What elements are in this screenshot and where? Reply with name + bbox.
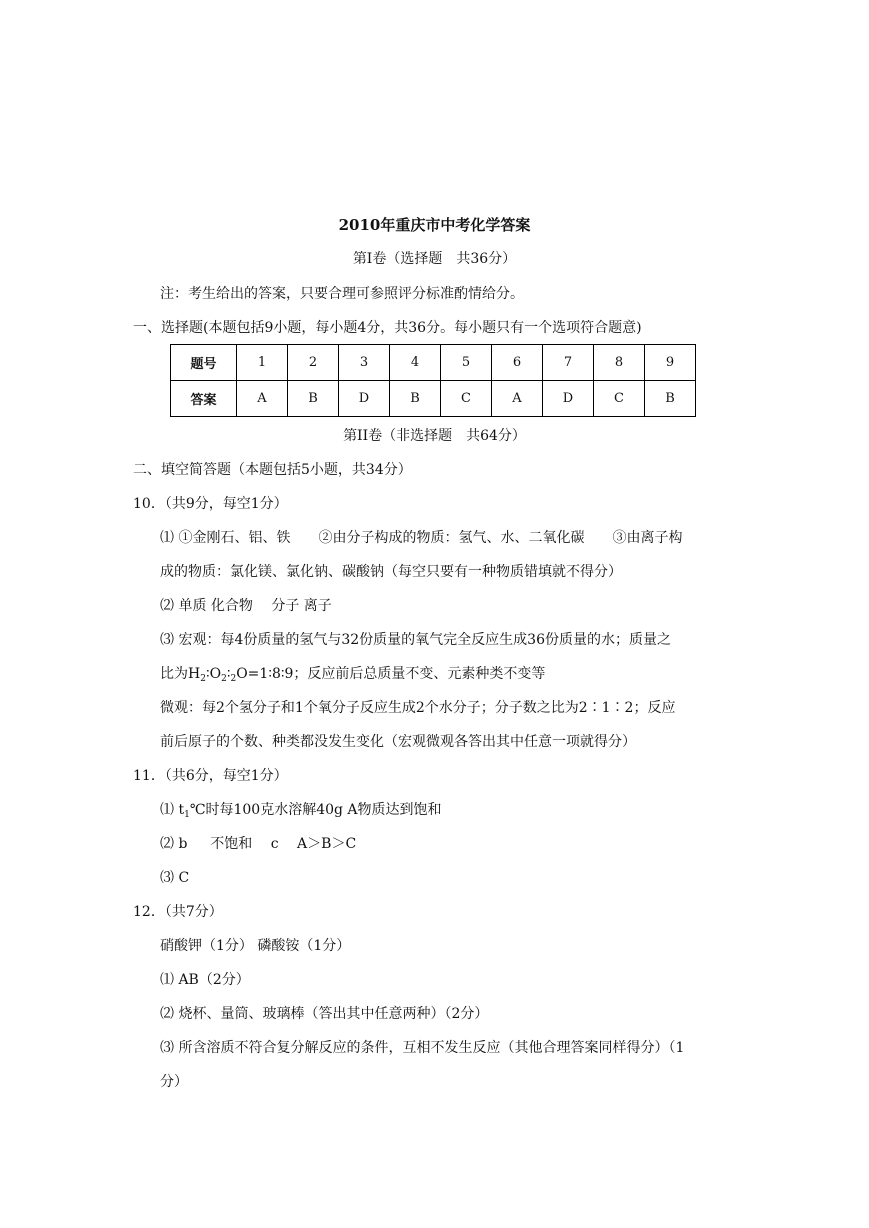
subscript: 2 (230, 674, 237, 684)
q12-header: 12．（共7分） (133, 904, 223, 920)
part2-heading: 第II卷（非选择题 共64分） (343, 428, 526, 444)
row-label-number: 题号 (171, 345, 237, 381)
question-number: 8 (594, 345, 645, 381)
answer-cell: A (237, 381, 288, 417)
question-number: 4 (390, 345, 441, 381)
answer-cell: C (594, 381, 645, 417)
q12-line: ⑶ 所含溶质不符合复分解反应的条件，互相不发生反应（其他合理答案同样得分）（1 (160, 1040, 685, 1056)
subscript: 2 (200, 674, 206, 684)
q12-line: ⑴ AB（2分） (160, 972, 250, 988)
section1-heading: 一、选择题(本题包括9小题，每小题4分，共36分。每小题只有一个选项符合题意) (133, 320, 642, 336)
text-span: ℃时每100克水溶解40g A物质达到饱和 (189, 802, 442, 818)
text-span: ⑴ t (160, 802, 185, 818)
q11-line (160, 801, 442, 824)
subscript: 2 (221, 674, 227, 684)
grading-note: 注：考生给出的答案，只要合理可参照评分标准酌情给分。 (160, 286, 524, 302)
text-span: 比为H (160, 666, 201, 682)
section2-heading: 二、填空简答题（本题包括5小题，共34分） (133, 462, 412, 478)
question-number: 7 (543, 345, 594, 381)
table-row-answers (171, 381, 696, 417)
q10-line: ⑵ 单质 化合物 分子 离子 (160, 598, 332, 614)
text-span: O=1∶8∶9；反应前后总质量不变、元素种类不变等 (236, 666, 546, 682)
row-label-answer: 答案 (171, 381, 237, 417)
question-number: 1 (237, 345, 288, 381)
answer-cell: A (492, 381, 543, 417)
question-number: 3 (339, 345, 390, 381)
q10-header: 10．（共9分，每空1分） (133, 496, 288, 512)
q10-line: 微观：每2个氢分子和1个氧分子反应生成2个水分子；分子数之比为2∶1∶2；反应 (160, 700, 676, 716)
table-row-numbers (171, 345, 696, 381)
q12-line: ⑵ 烧杯、量筒、玻璃棒（答出其中任意两种）（2分） (160, 1006, 489, 1022)
q10-line: ⑴ ①金刚石、铝、铁 ②由分子构成的物质：氢气、水、二氧化碳 ③由离子构 (160, 530, 683, 546)
q11-header: 11．（共6分，每空1分） (133, 768, 288, 784)
answer-table (170, 344, 696, 417)
q11-line: ⑵ b 不饱和 c A＞B＞C (160, 836, 357, 852)
q10-line: 前后原子的个数、种类都没发生变化（宏观微观各答出其中任意一项就得分） (160, 734, 636, 750)
answer-cell: B (288, 381, 339, 417)
question-number: 5 (441, 345, 492, 381)
text-span: ∶O (205, 666, 222, 682)
answer-cell: D (543, 381, 594, 417)
q10-line: 成的物质：氯化镁、氯化钠、碳酸钠（每空只要有一种物质错填就不得分） (160, 564, 622, 580)
page-title: 2010年重庆市中考化学答案 (338, 216, 531, 234)
subscript: 1 (184, 810, 190, 820)
question-number: 9 (645, 345, 696, 381)
q11-line: ⑶ C (160, 870, 190, 886)
answer-cell: B (645, 381, 696, 417)
part1-heading: 第Ⅰ卷（选择题 共36分） (352, 251, 517, 267)
answer-cell: C (441, 381, 492, 417)
question-number: 6 (492, 345, 543, 381)
answer-cell: B (390, 381, 441, 417)
question-number: 2 (288, 345, 339, 381)
text-span: ∶ (226, 666, 231, 682)
q10-line: ⑶ 宏观：每4份质量的氢气与32份质量的氧气完全反应生成36份质量的水；质量之 (160, 632, 671, 648)
q12-line: 硝酸钾（1分） 磷酸铵（1分） (160, 938, 351, 954)
q10-mass-ratio-line (160, 665, 545, 688)
q12-line: 分） (160, 1074, 188, 1090)
answer-cell: D (339, 381, 390, 417)
